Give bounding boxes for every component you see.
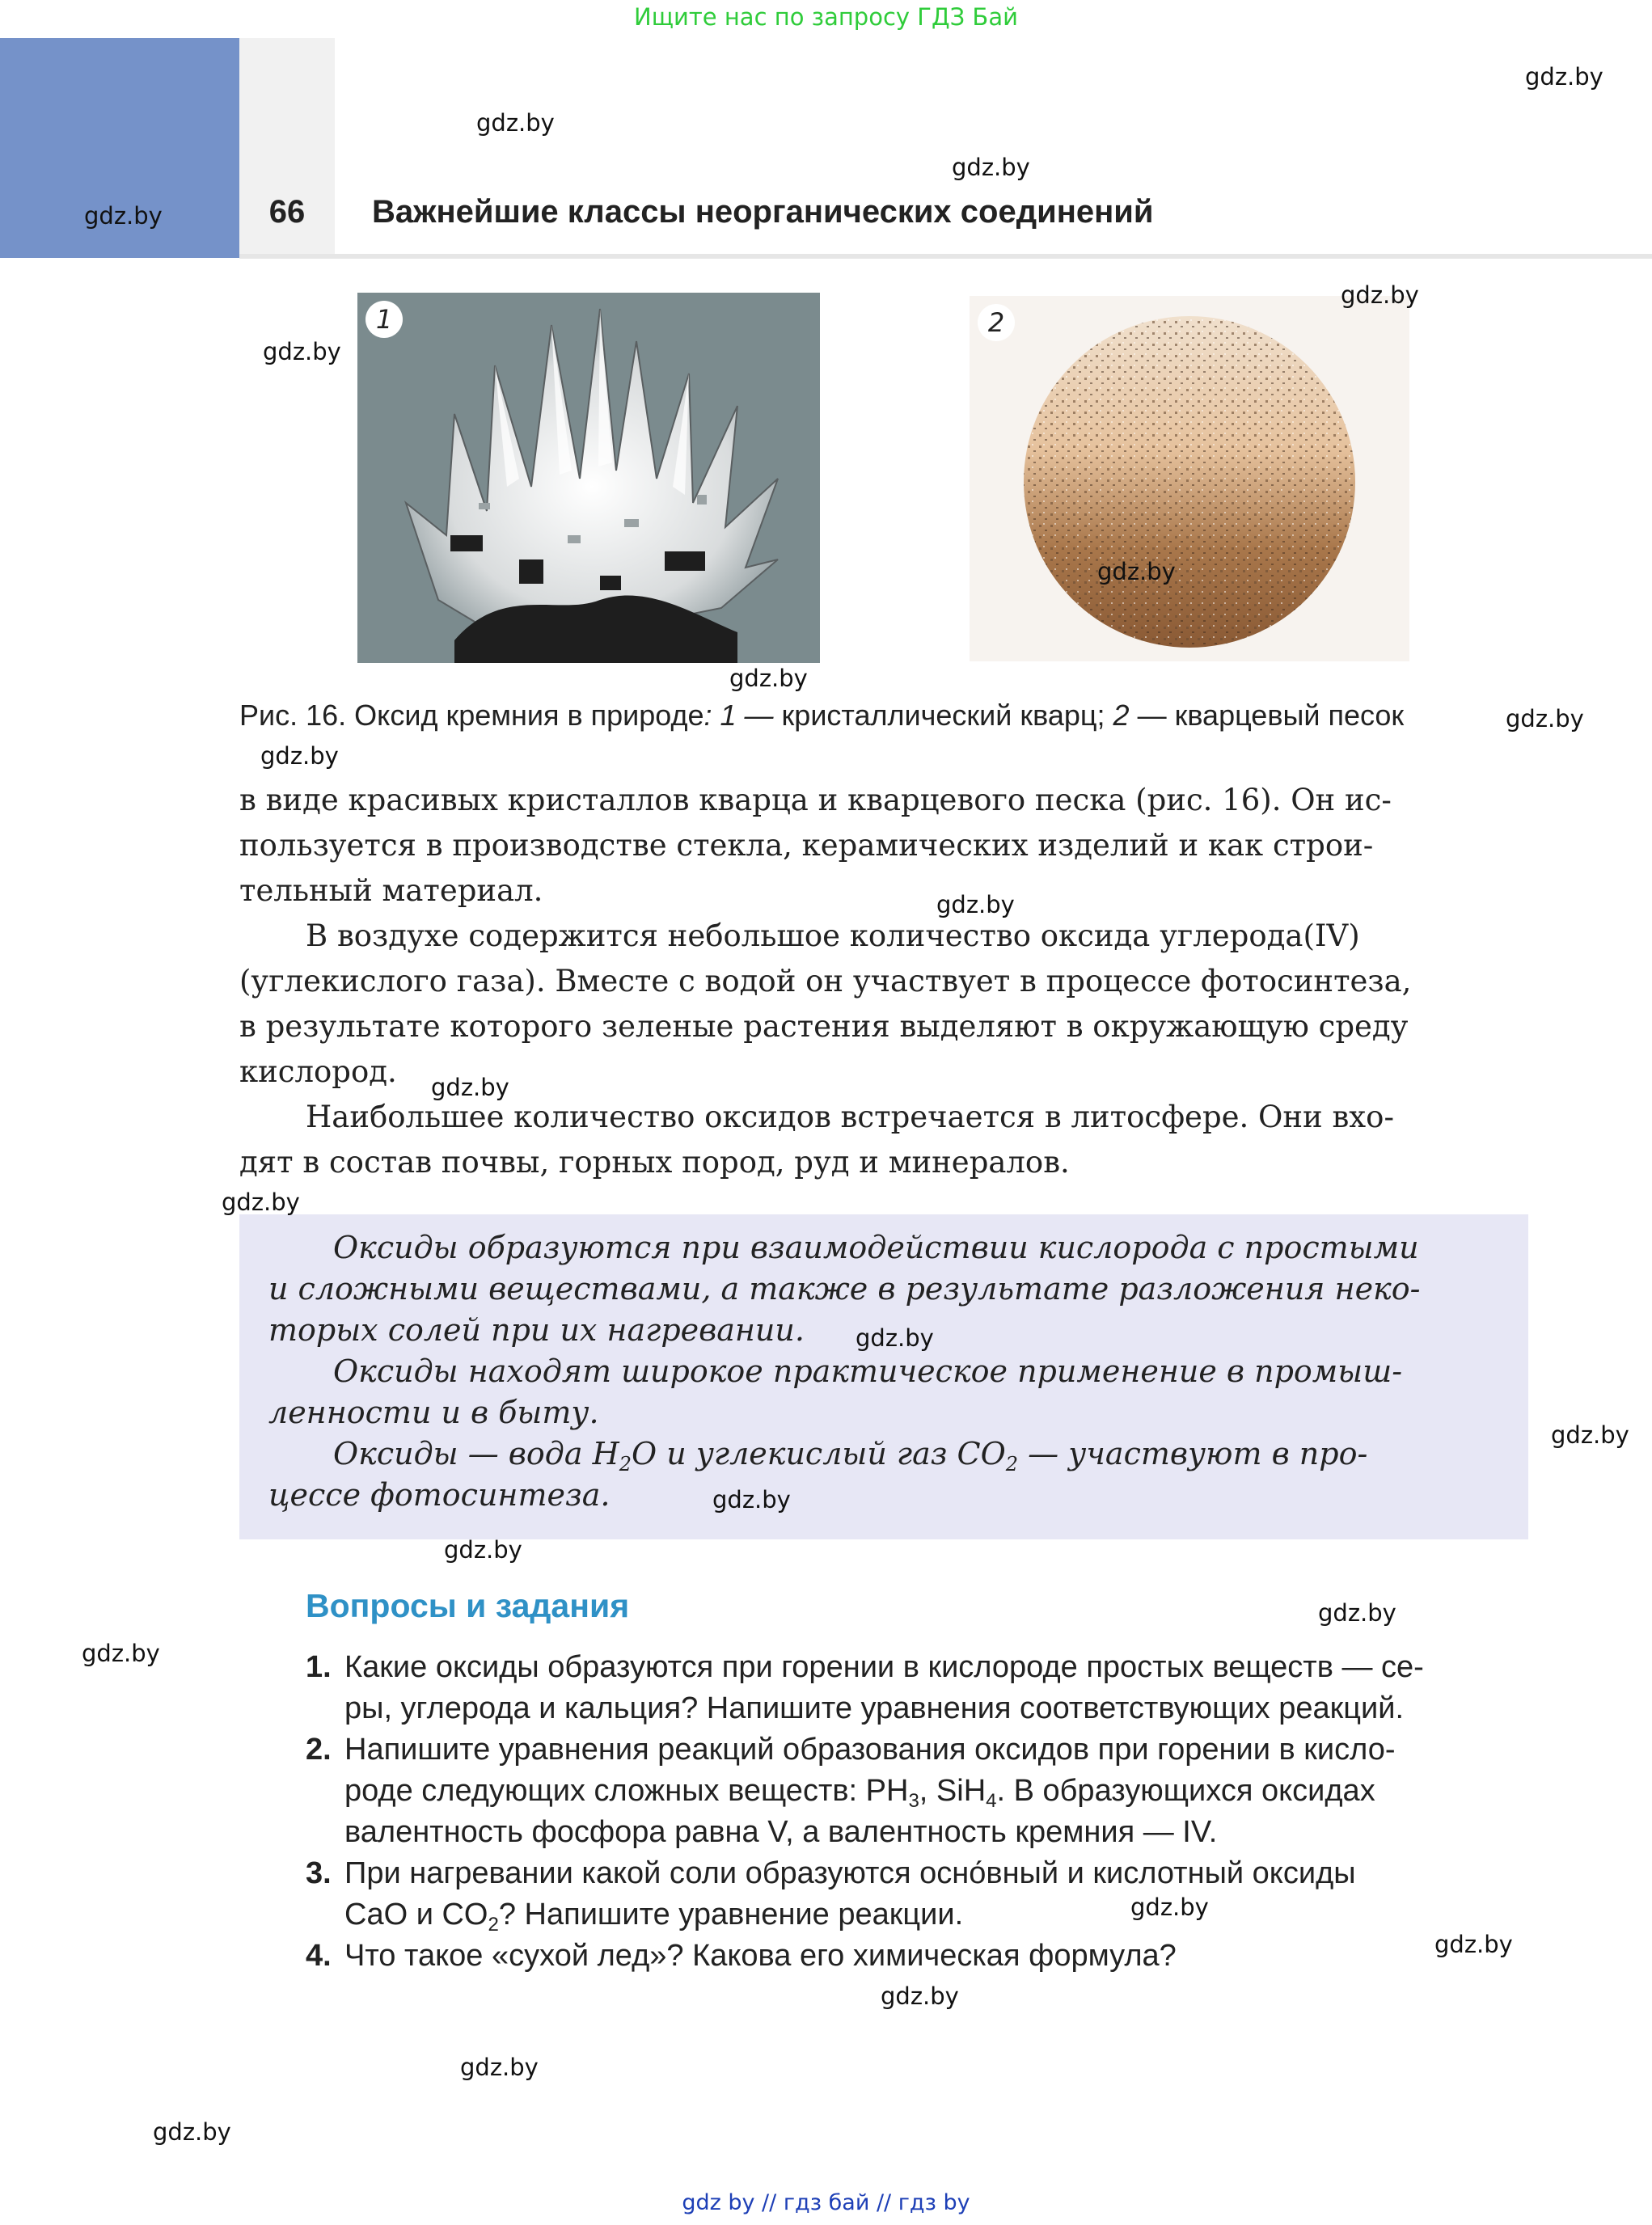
question-text-part: ? Напишите уравнение реакции. xyxy=(498,1898,964,1932)
subscript: 2 xyxy=(619,1453,632,1476)
subscript: 4 xyxy=(986,1790,997,1812)
paragraph-3-line: Наибольшее количество оксидов встречается в литосфере. Они вхо- xyxy=(306,1100,1394,1134)
watermark: gdz.by xyxy=(476,109,555,137)
questions-title: Вопросы и задания xyxy=(306,1587,630,1624)
watermark: gdz.by xyxy=(1097,558,1176,585)
summary-line: и сложными веществами, а также в результате разложения неко- xyxy=(268,1271,1421,1307)
paragraph-1 xyxy=(239,778,1528,914)
caption-item-1: кристаллический кварц; xyxy=(773,699,1113,732)
question-line: При нагревании какой соли образуются осно́вный и кислотный оксиды xyxy=(344,1856,1356,1890)
watermark: gdz.by xyxy=(431,1074,509,1101)
question-line: ры, углерода и кальция? Напишите уравнения соответствующих реакций. xyxy=(344,1691,1405,1725)
watermark: gdz.by xyxy=(460,2054,539,2081)
watermark: gdz.by xyxy=(1551,1421,1629,1449)
question-text-part: CaO и CO xyxy=(344,1898,488,1932)
chapter-title: Важнейшие классы неорганических соединений xyxy=(372,194,1154,230)
question-line: Что такое «сухой лед»? Какова его химическая формула? xyxy=(344,1939,1177,1973)
photo-2-label: 2 xyxy=(978,304,1015,341)
caption-number-2: 2 xyxy=(1113,699,1130,732)
caption-separator: : 1 — xyxy=(703,699,774,732)
paragraph-1-line: в виде красивых кристаллов кварца и кварцевого песка (рис. 16). Он ис- xyxy=(239,783,1392,817)
watermark: gdz.by xyxy=(1434,1931,1513,1958)
question-number: 3. xyxy=(306,1856,332,1890)
summary-text-part: Оксиды — вода H xyxy=(333,1436,619,1471)
question-number: 2. xyxy=(306,1733,332,1767)
watermark: gdz.by xyxy=(84,202,163,230)
page-number: 66 xyxy=(268,194,306,230)
question-line-formula xyxy=(344,1894,1528,1936)
watermark: gdz.by xyxy=(1130,1894,1209,1921)
paragraph-3 xyxy=(239,1095,1528,1185)
watermark: gdz.by xyxy=(712,1486,791,1514)
question-line: валентность фосфора равна V, а валентность кремния — IV. xyxy=(344,1815,1218,1849)
question-text-part: , SiH xyxy=(919,1774,987,1808)
watermark: gdz.by xyxy=(222,1188,300,1216)
top-banner: Ищите нас по запросу ГДЗ Бай xyxy=(634,3,1018,31)
paragraph-1-line: тельный материал. xyxy=(239,873,543,908)
question-number: 4. xyxy=(306,1939,332,1973)
quartz-crystal-image xyxy=(357,293,820,663)
summary-line: Оксиды находят широкое практическое применение в промыш- xyxy=(333,1353,1403,1389)
watermark: gdz.by xyxy=(1318,1599,1396,1627)
header-divider xyxy=(239,254,1652,259)
question-line: Какие оксиды образуются при горении в кислороде простых веществ — се- xyxy=(344,1650,1424,1684)
bottom-links[interactable]: gdz by // гдз бай // гдз by xyxy=(682,2190,970,2215)
question-text-part: роде следующих сложных веществ: PH xyxy=(344,1774,909,1808)
question-line: Напишите уравнения реакций образования оксидов при горении в кисло- xyxy=(344,1733,1396,1767)
paragraph-2-line: в результате которого зеленые растения выделяют в окружающую среду xyxy=(239,1009,1409,1044)
paragraph-2-line: кислород. xyxy=(239,1054,397,1089)
subscript: 2 xyxy=(488,1914,499,1936)
subscript: 3 xyxy=(908,1790,919,1812)
watermark: gdz.by xyxy=(444,1536,522,1564)
summary-text-part: — участвуют в про- xyxy=(1018,1436,1368,1471)
subscript: 2 xyxy=(1005,1453,1019,1476)
caption-item-2: — кварцевый песок xyxy=(1129,699,1405,732)
quartz-crystal-photo xyxy=(357,293,820,663)
caption-prefix: Рис. 16. Оксид кремния в природе xyxy=(239,699,704,732)
watermark: gdz.by xyxy=(263,338,341,365)
summary-line-formula xyxy=(268,1433,1494,1475)
summary-line: Оксиды образуются при взаимодействии кислорода с простыми xyxy=(333,1230,1419,1265)
summary-line: цессе фотосинтеза. xyxy=(268,1477,611,1513)
watermark: gdz.by xyxy=(1525,63,1603,91)
watermark: gdz.by xyxy=(856,1324,934,1352)
paragraph-2-line: В воздухе содержится небольшое количество оксида углерода(IV) xyxy=(306,918,1360,953)
watermark: gdz.by xyxy=(729,665,808,692)
photo-1-label: 1 xyxy=(365,301,403,338)
watermark: gdz.by xyxy=(952,154,1030,181)
quartz-sand-image xyxy=(970,296,1409,661)
watermark: gdz.by xyxy=(1341,281,1419,309)
watermark: gdz.by xyxy=(936,891,1015,918)
figure-caption xyxy=(239,699,1404,733)
summary-text xyxy=(268,1227,1494,1516)
paragraph-3-line: дят в состав почвы, горных пород, руд и минералов. xyxy=(239,1145,1070,1180)
question-number: 1. xyxy=(306,1650,332,1684)
watermark: gdz.by xyxy=(153,2118,231,2146)
watermark: gdz.by xyxy=(881,1982,959,2010)
watermark: gdz.by xyxy=(260,742,339,770)
quartz-sand-photo xyxy=(970,296,1409,661)
question-line-formula xyxy=(344,1771,1528,1812)
watermark: gdz.by xyxy=(82,1640,160,1667)
paragraph-1-line: пользуется в производстве стекла, керамических изделий и как строи- xyxy=(239,828,1374,863)
summary-line: торых солей при их нагревании. xyxy=(268,1312,805,1348)
paragraph-2 xyxy=(239,914,1528,1095)
question-text-part: . В образующихся оксидах xyxy=(996,1774,1375,1808)
summary-line: ленности и в быту. xyxy=(268,1395,599,1430)
paragraph-2-line: (углекислого газа). Вместе с водой он участвует в процессе фотосинтеза, xyxy=(239,964,1412,999)
summary-text-part: O и углекислый газ CO xyxy=(632,1436,1006,1471)
watermark: gdz.by xyxy=(1506,705,1584,733)
